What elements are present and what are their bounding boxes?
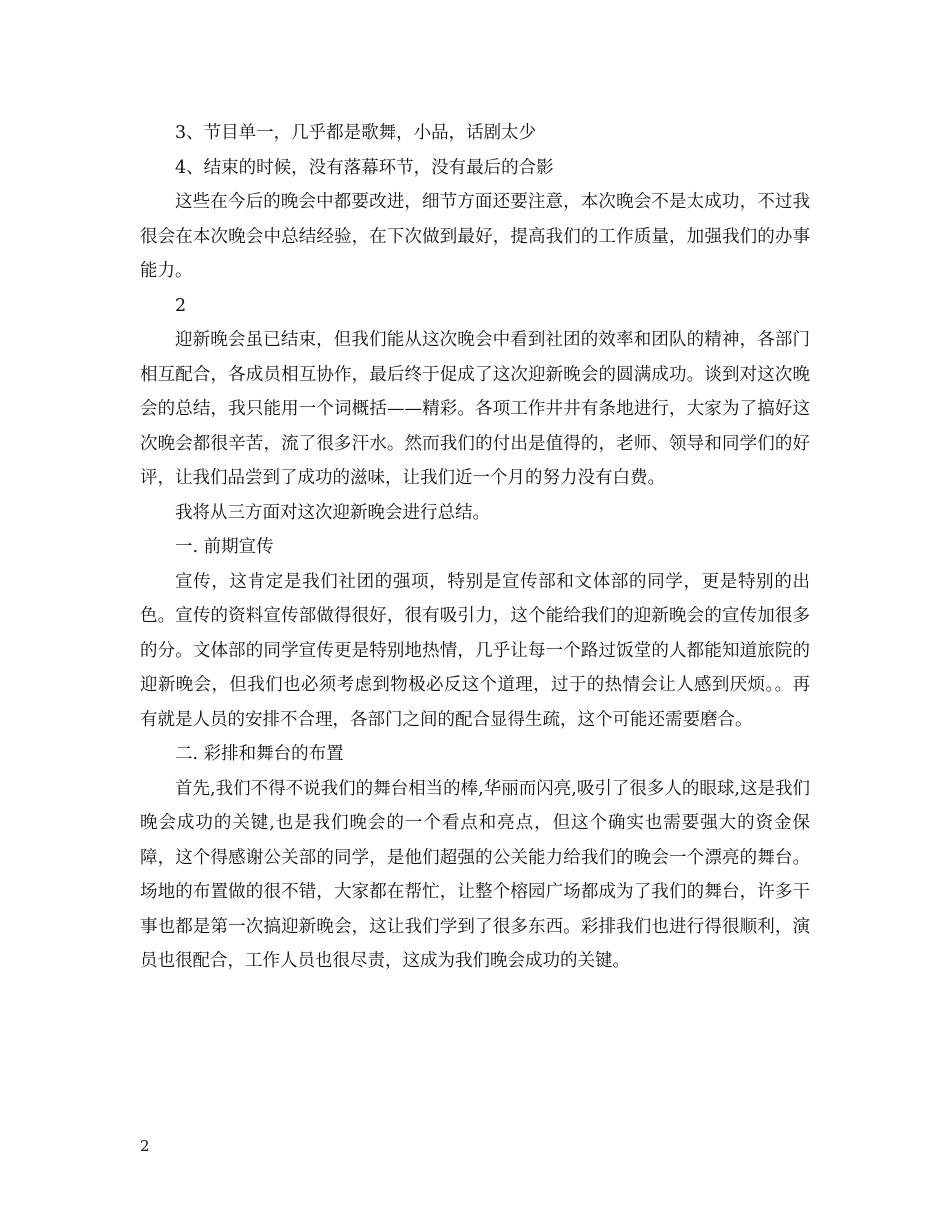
paragraph-item-3: 3、节目单一，几乎都是歌舞，小品，话剧太少 <box>175 123 537 143</box>
paragraph-overview: 我将从三方面对这次迎新晚会进行总结。 <box>175 502 490 523</box>
paragraph-rehearsal: 首先,我们不得不说我们的舞台相当的棒,华丽而闪亮,吸引了很多人的眼球,这是我们晚会成功的关键,也是我们晚会的一个看点和亮点，但这个确实也需要强大的资金保障，这个得感谢公关部的同学，是他们超强的公关能力给我们的晚会一个漂亮的舞台。场地的布置做的很不错，大家都在帮忙，让整个榕园广场都成为了我们的舞台，许多干事也都是第一次搞迎新晚会，这让我们学到了很多东西。彩排我们也进行得很顺利，演员也很配合，工作人员也很尽责，这成为我们晚会成功的关键。 <box>140 778 810 971</box>
paragraph-intro: 迎新晚会虽已结束，但我们能从这次晚会中看到社团的效率和团队的精神，各部门相互配合，各成员相互协作，最后终于促成了这次迎新晚会的圆满成功。谈到对这次晚会的总结，我只能用一个词概括——精彩。各项工作井井有条地进行，大家为了搞好这次晚会都很辛苦，流了很多汗水。然而我们的付出是值得的，老师、领导和同学们的好评，让我们品尝到了成功的滋味，让我们近一个月的努力没有白费。 <box>140 330 810 488</box>
document-body <box>140 116 810 979</box>
section-number: 2 <box>175 295 187 316</box>
paragraph-improvement: 这些在今后的晚会中都要改进，细节方面还要注意，本次晚会不是太成功，不过我很会在本次晚会中总结经验，在下次做到最好，提高我们的工作质量，加强我们的办事能力。 <box>140 192 810 281</box>
paragraph-publicity: 宣传，这肯定是我们社团的强项，特别是宣传部和文体部的同学，更是特别的出色。宣传的资料宣传部做得很好，很有吸引力，这个能给我们的迎新晚会的宣传加很多的分。文体部的同学宣传更是特别地热情，几乎让每一个路过饭堂的人都能知道旅院的迎新晚会，但我们也必须考虑到物极必反这个道理，过于的热情会让人感到厌烦。。再有就是人员的安排不合理，各部门之间的配合显得生疏，这个可能还需要磨合。 <box>140 571 810 730</box>
page-number: 2 <box>140 1137 150 1155</box>
heading-rehearsal: 二. 彩排和舞台的布置 <box>175 744 344 764</box>
heading-publicity: 一. 前期宣传 <box>175 537 274 557</box>
paragraph-item-4: 4、结束的时候，没有落幕环节，没有最后的合影 <box>175 157 554 178</box>
